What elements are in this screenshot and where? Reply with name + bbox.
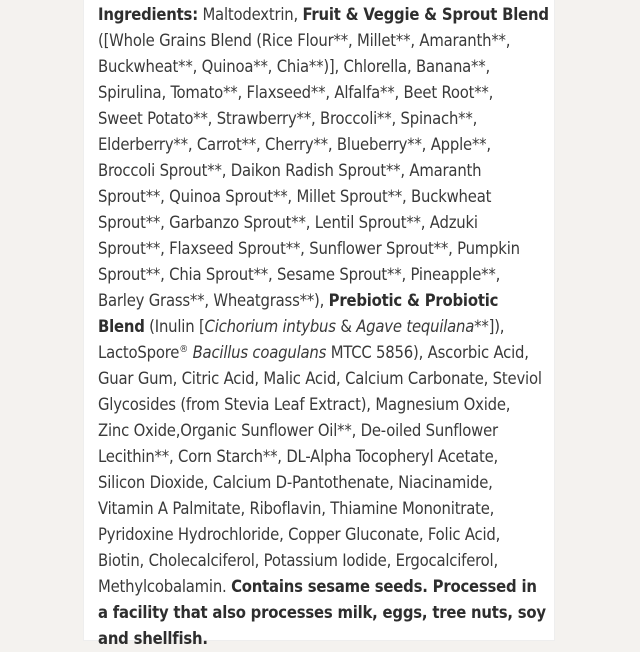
- ingredient-line: [98, 2, 550, 28]
- ingredient-line: [98, 262, 550, 288]
- ingredients-text: [98, 2, 550, 652]
- ingredient-line: [98, 314, 550, 340]
- ingredient-line: [98, 80, 550, 106]
- text-segment: Glycosides (from Stevia Leaf Extract), Magnesium Oxide,: [98, 395, 511, 414]
- ingredient-line: [98, 236, 550, 262]
- text-segment: Maltodextrin,: [197, 5, 303, 24]
- ingredient-line: [98, 626, 550, 652]
- text-segment: Guar Gum, Citric Acid, Malic Acid, Calcium Carbonate, Steviol: [98, 369, 542, 388]
- ingredient-line: [98, 340, 550, 366]
- text-segment: LactoSpore: [98, 343, 180, 362]
- bold-text: a facility that also processes milk, eggs, tree nuts, soy: [98, 603, 546, 622]
- italic-text: Agave tequilana: [356, 317, 475, 336]
- ingredient-line: [98, 522, 550, 548]
- text-segment: Vitamin A Palmitate, Riboflavin, Thiamine Mononitrate,: [98, 499, 495, 518]
- text-segment: ([Whole Grains Blend (Rice Flour**, Millet**, Amaranth**,: [98, 31, 511, 50]
- text-segment: Zinc Oxide,Organic Sunflower Oil**, De-oiled Sunflower: [98, 421, 498, 440]
- text-segment: Sprout**, Chia Sprout**, Sesame Sprout**, Pineapple**,: [98, 265, 501, 284]
- ingredient-line: [98, 54, 550, 80]
- text-segment: Methylcobalamin.: [98, 577, 232, 596]
- text-segment: Buckwheat**, Quinoa**, Chia**)], Chlorella, Banana**,: [98, 57, 491, 76]
- ingredient-line: [98, 444, 550, 470]
- ingredient-line: [98, 548, 550, 574]
- italic-text: Bacillus coagulans: [192, 343, 327, 362]
- text-segment: Sweet Potato**, Strawberry**, Broccoli**, Spinach**,: [98, 109, 478, 128]
- text-segment: MTCC 5856), Ascorbic Acid,: [326, 343, 529, 362]
- text-segment: Sprout**, Garbanzo Sprout**, Lentil Sprout**, Adzuki: [98, 213, 478, 232]
- text-segment: Barley Grass**, Wheatgrass**),: [98, 291, 329, 310]
- text-segment: (Inulin [: [144, 317, 205, 336]
- text-segment: Lecithin**, Corn Starch**, DL-Alpha Tocopheryl Acetate,: [98, 447, 499, 466]
- ingredient-line: [98, 600, 550, 626]
- ingredient-line: [98, 106, 550, 132]
- ingredient-line: [98, 470, 550, 496]
- text-segment: Silicon Dioxide, Calcium D-Pantothenate, Niacinamide,: [98, 473, 493, 492]
- ingredient-line: [98, 210, 550, 236]
- bold-text: Ingredients:: [98, 5, 198, 24]
- bold-text: Prebiotic & Probiotic: [328, 291, 499, 310]
- ingredient-line: [98, 392, 550, 418]
- text-segment: **]),: [474, 317, 505, 336]
- ingredient-line: [98, 366, 550, 392]
- italic-text: Cichorium intybus: [204, 317, 336, 336]
- bold-text: and shellfish.: [98, 629, 208, 648]
- text-segment: &: [335, 317, 357, 336]
- ingredient-line: [98, 496, 550, 522]
- ingredient-line: [98, 184, 550, 210]
- ingredient-line: [98, 158, 550, 184]
- bold-text: Blend: [98, 317, 145, 336]
- text-segment: Biotin, Cholecalciferol, Potassium Iodide, Ergocalciferol,: [98, 551, 498, 570]
- bold-text: Fruit & Veggie & Sprout Blend: [302, 5, 549, 24]
- text-segment: Elderberry**, Carrot**, Cherry**, Blueberry**, Apple**,: [98, 135, 491, 154]
- ingredient-line: [98, 28, 550, 54]
- ingredient-line: [98, 132, 550, 158]
- text-segment: Spirulina, Tomato**, Flaxseed**, Alfalfa**, Beet Root**,: [98, 83, 494, 102]
- text-segment: Broccoli Sprout**, Daikon Radish Sprout**, Amaranth: [98, 161, 482, 180]
- text-segment: Sprout**, Quinoa Sprout**, Millet Sprout**, Buckwheat: [98, 187, 492, 206]
- ingredient-line: [98, 288, 550, 314]
- trademark-mark: ®: [179, 344, 189, 355]
- text-segment: Sprout**, Flaxseed Sprout**, Sunflower Sprout**, Pumpkin: [98, 239, 520, 258]
- ingredient-line: [98, 418, 550, 444]
- bold-text: Contains sesame seeds. Processed in: [231, 577, 537, 596]
- ingredient-line: [98, 574, 550, 600]
- text-segment: Pyridoxine Hydrochloride, Copper Gluconate, Folic Acid,: [98, 525, 501, 544]
